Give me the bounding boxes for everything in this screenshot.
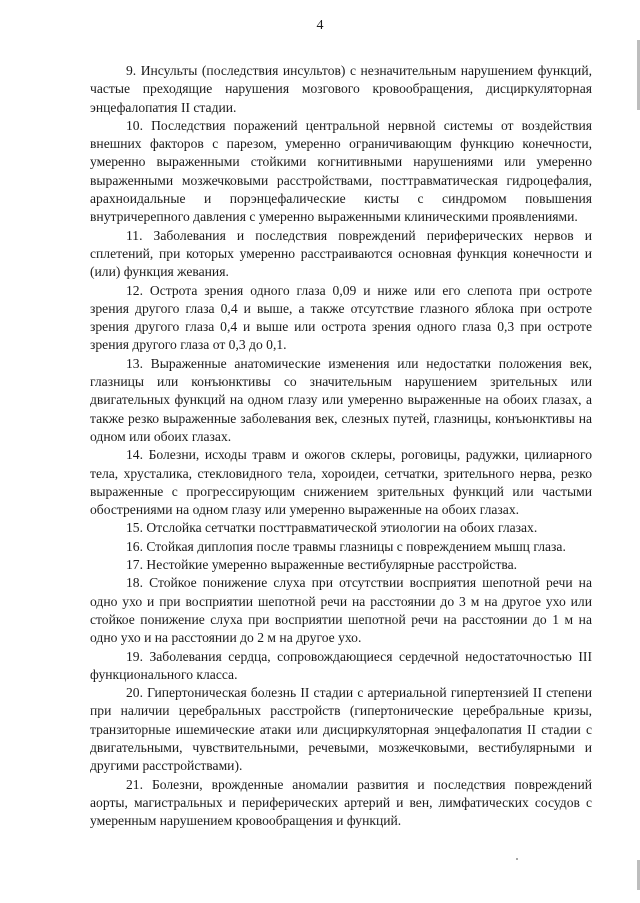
paragraph-10: 10. Последствия поражений центральной нервной системы от воздействия внешних факторов с парезом, умеренно ограничивающим функцию конечности, умеренно выраженными стойкими когнитивными нарушениями или умеренно выраженными мозжечковыми расстройствами, посттравматическая гидроцефалия, арахноидальные и порэнцефалические кисты с синдромом повышения внутричерепного давления с умеренно выраженными клиническими проявлениями. [90,117,592,225]
paragraph-20: 20. Гипертоническая болезнь II стадии с артериальной гипертензией II степени при наличии церебральных расстройств (гипертонические церебральные кризы, транзиторные ишемические атаки или дисциркуляторная энцефалопатия II стадии с двигательными, чувствительными, речевыми, мозжечковыми, вестибулярными и другими расстройствами). [90,685,592,774]
paragraph-14: 14. Болезни, исходы травм и ожогов склеры, роговицы, радужки, цилиарного тела, хрусталика, стекловидного тела, хороидеи, сетчатки, зрительного нерва, резко выраженные с прогрессирующим снижением зрительных функций или частыми обострениями на одном глазу или умеренно выраженные на обоих глазах. [90,447,592,518]
paragraph-19: 19. Заболевания сердца, сопровождающиеся сердечной недостаточностью III функционального класса. [90,648,592,682]
paragraph-18: 18. Стойкое понижение слуха при отсутствии восприятия шепотной речи на одно ухо и при восприятии шепотной речи на расстоянии до 3 м на другое ухо или стойкое понижение слуха при восприятии шепотной речи на расстоянии до 1 м на одно ухо и на расстоянии до 2 м на другое ухо. [90,575,592,646]
paragraph-9: 9. Инсульты (последствия инсультов) с незначительным нарушением функций, частые преходящие нарушения мозгового кровообращения, дисциркуляторная энцефалопатия II стадии. [90,63,592,115]
paragraph-13: 13. Выраженные анатомические изменения или недостатки положения век, глазницы или конъюнктивы со значительным нарушением зрительных или двигательных функций на одном глазу или умеренно выраженные на обоих глазах, а также резко выраженные заболевания век, слезных путей, глазницы, конъюнктивы на одном или обоих глазах. [90,355,592,444]
paragraph-16: 16. Стойкая диплопия после травмы глазницы с повреждением мышц глаза. [126,538,566,554]
paragraph-21: 21. Болезни, врожденные аномалии развития и последствия повреждений аорты, магистральных и периферических артерий и вен, лимфатических сосудов с умеренным нарушением кровообращения и функций. [90,776,592,829]
scan-speck [516,858,518,860]
document-body [90,62,592,830]
paragraph-12: 12. Острота зрения одного глаза 0,09 и ниже или его слепота при остроте зрения другого глаза 0,4 и выше, а также отсутствие глазного яблока при остроте зрения другого глаза 0,4 и выше или острота зрения одного глаза 0,3 при остроте зрения другого глаза от 0,3 до 0,1. [90,282,592,353]
paragraph-15: 15. Отслойка сетчатки посттравматической этиологии на обоих глазах. [126,520,538,536]
page-number: 4 [316,18,324,33]
paragraph-11: 11. Заболевания и последствия повреждений периферических нервов и сплетений, при которых умеренно расстраиваются основная функция конечности и (или) функция жевания. [90,227,592,280]
paragraph-17: 17. Нестойкие умеренно выраженные вестибулярные расстройства. [126,557,518,573]
